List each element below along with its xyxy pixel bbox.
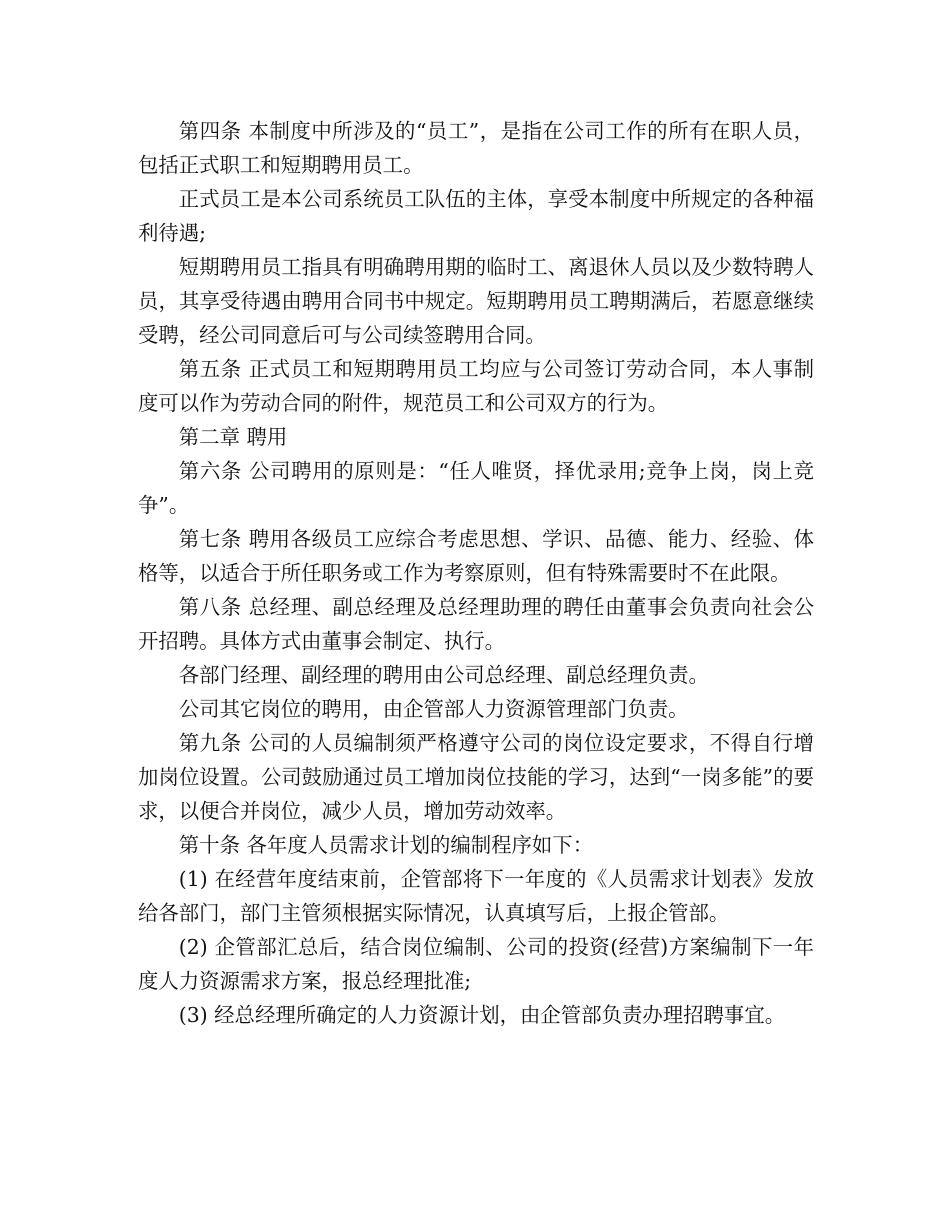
paragraph-department-managers: 各部门经理、副经理的聘用由公司总经理、副总经理负责。 — [178, 663, 709, 687]
document-body — [138, 114, 814, 1032]
list-item-step-3: (3) 经总经理所确定的人力资源计划，由企管部负责办理招聘事宜。 — [178, 1003, 786, 1027]
paragraph-article-9: 第九条 公司的人员编制须严格遵守公司的岗位设定要求，不得自行增加岗位设置。公司鼓励通过员工增加岗位技能的学习，达到“一岗多能”的要求，以便合并岗位，减少人员，增加劳动效率。 — [138, 731, 814, 823]
list-item-step-1: (1) 在经营年度结束前，企管部将下一年度的《人员需求计划表》发放给各部门，部门主管须根据实际情况，认真填写后，上报企管部。 — [138, 867, 814, 925]
paragraph-article-10: 第十条 各年度人员需求计划的编制程序如下： — [178, 833, 594, 857]
paragraph-other-positions: 公司其它岗位的聘用，由企管部人力资源管理部门负责。 — [178, 697, 689, 721]
paragraph-article-8: 第八条 总经理、副总经理及总经理助理的聘任由董事会负责向社会公开招聘。具体方式由董事会制定、执行。 — [138, 595, 814, 653]
paragraph-article-4: 第四条 本制度中所涉及的“员工”，是指在公司工作的所有在职人员，包括正式职工和短期聘用员工。 — [138, 119, 814, 177]
paragraph-short-term-staff: 短期聘用员工指具有明确聘用期的临时工、离退休人员以及少数特聘人员，其享受待遇由聘用合同书中规定。短期聘用员工聘期满后，若愿意继续受聘，经公司同意后可与公司续签聘用合同。 — [138, 255, 814, 347]
chapter-heading: 第二章 聘用 — [178, 425, 288, 449]
paragraph-article-5: 第五条 正式员工和短期聘用员工均应与公司签订劳动合同，本人事制度可以作为劳动合同的附件，规范员工和公司双方的行为。 — [138, 357, 814, 415]
paragraph-article-6: 第六条 公司聘用的原则是：“任人唯贤，择优录用;竞争上岗，岗上竞争”。 — [138, 459, 814, 517]
paragraph-article-7: 第七条 聘用各级员工应综合考虑思想、学识、品德、能力、经验、体格等，以适合于所任职务或工作为考察原则，但有特殊需要时不在此限。 — [138, 527, 814, 585]
paragraph-regular-staff: 正式员工是本公司系统员工队伍的主体，享受本制度中所规定的各种福利待遇; — [138, 187, 814, 245]
list-item-step-2: (2) 企管部汇总后，结合岗位编制、公司的投资(经营)方案编制下一年度人力资源需求方案，报总经理批准; — [138, 935, 814, 993]
